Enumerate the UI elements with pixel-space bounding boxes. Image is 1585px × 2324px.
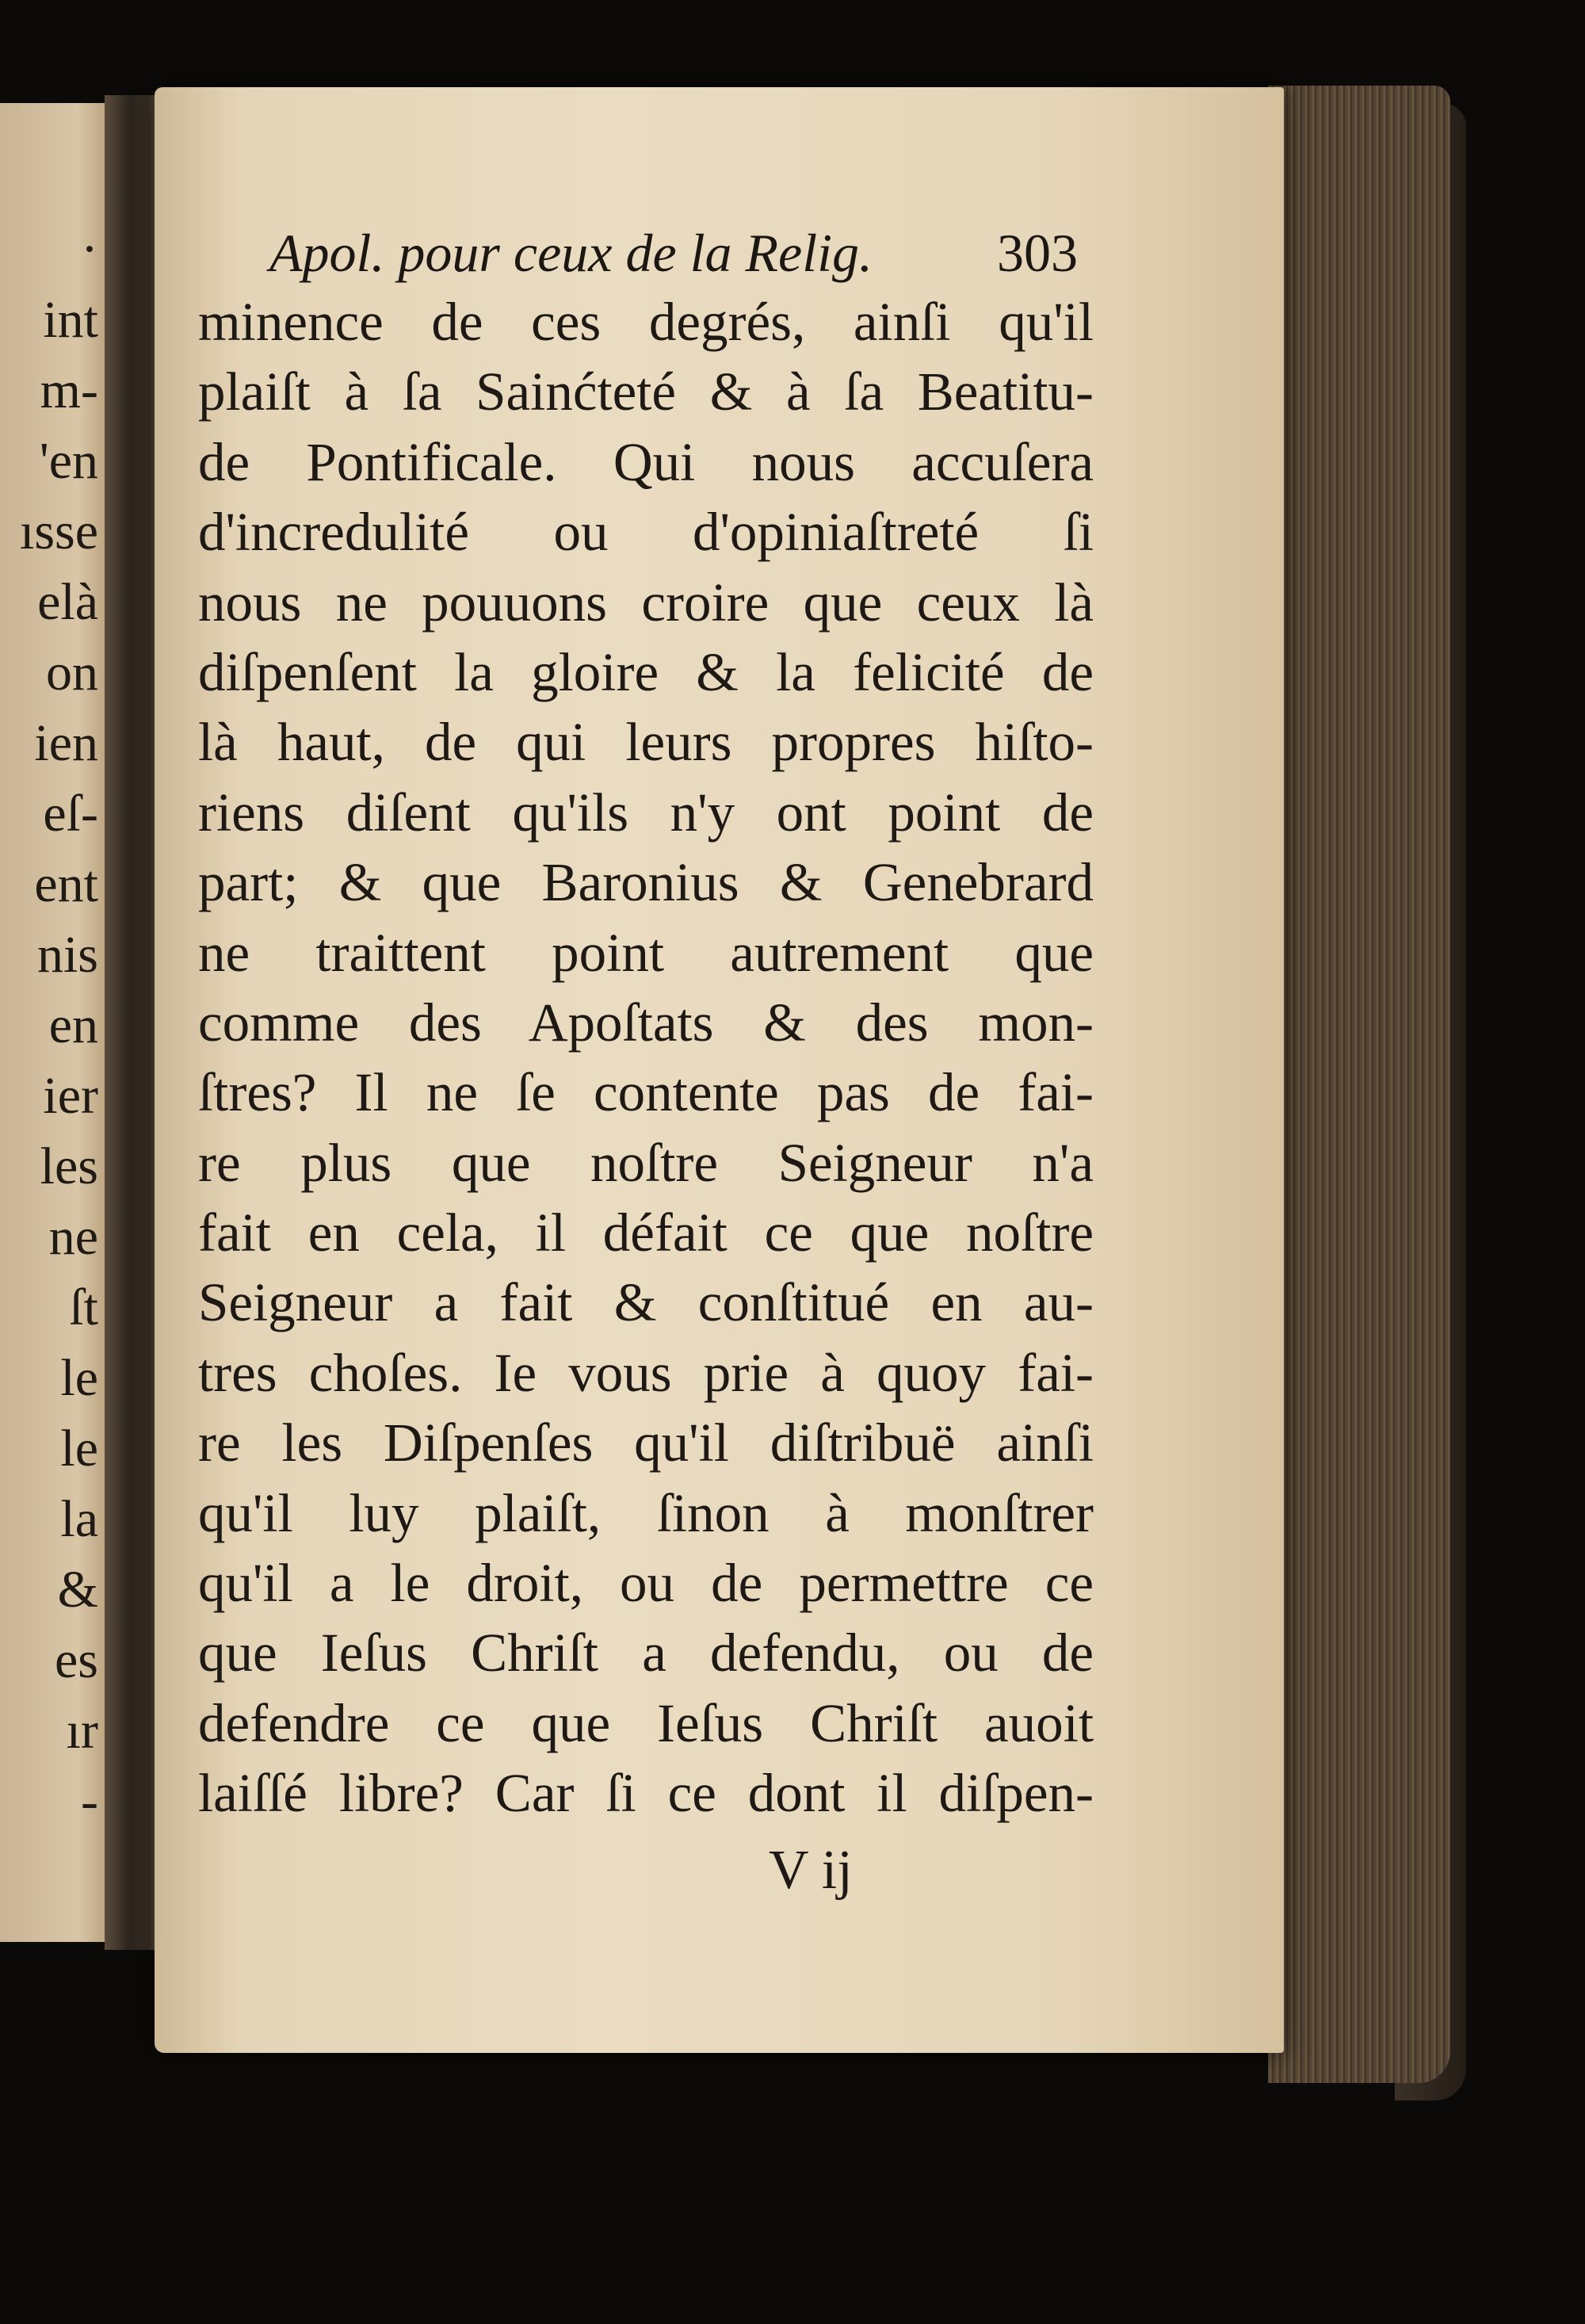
left-fragment: eſ- — [43, 785, 98, 843]
text-line: d'incredulité ou d'opiniaſtreté ſi — [198, 502, 1094, 563]
left-fragment: le — [60, 1420, 98, 1477]
running-head — [269, 222, 1078, 285]
text-line: nous ne pouuons croire que ceux là — [198, 571, 1094, 633]
running-head-title: Apol. pour ceux de la Relig. — [269, 223, 873, 283]
text-line: là haut, de qui leurs propres hiſto- — [198, 712, 1094, 773]
left-fragment: ısse — [20, 503, 98, 560]
text-line: qu'il a le droit, ou de permettre ce — [198, 1553, 1094, 1614]
left-fragment: · — [81, 220, 98, 278]
text-line: Seigneur a fait & conſtitué en au- — [198, 1272, 1094, 1333]
text-line: qu'il luy plaiſt, ſinon à monſtrer — [198, 1482, 1094, 1543]
text-line: plaiſt à ſa Sainćteté & à ſa Beatitu- — [198, 361, 1094, 422]
text-line: re plus que noſtre Seigneur n'a — [198, 1132, 1094, 1193]
left-fragment: ır — [66, 1702, 98, 1760]
left-page-text-fragments — [0, 214, 111, 1837]
left-fragment: ent — [34, 855, 98, 913]
left-fragment: m- — [40, 361, 98, 419]
left-fragment: en — [48, 996, 98, 1054]
left-fragment: les — [40, 1137, 98, 1195]
left-fragment: on — [46, 644, 98, 701]
text-line: de Pontificale. Qui nous accuſera — [198, 431, 1094, 492]
text-line: part; & que Baronius & Genebrard — [198, 852, 1094, 913]
text-line: ne traittent point autrement que — [198, 922, 1094, 983]
text-line: laiſſé libre? Car ſi ce dont il diſpen- — [198, 1763, 1094, 1824]
left-fragment: 'en — [39, 432, 98, 490]
page-edges — [1268, 86, 1450, 2083]
text-line: minence de ces degrés, ainſi qu'il — [198, 292, 1094, 352]
left-fragment: nis — [36, 926, 98, 984]
left-fragment: & — [57, 1561, 98, 1619]
text-line: ſtres? Il ne ſe contente pas de fai- — [198, 1062, 1094, 1123]
text-line: tres choſes. Ie vous prie à quoy fai- — [198, 1342, 1094, 1403]
text-line: riens diſent qu'ils n'y ont point de — [198, 782, 1094, 843]
left-fragment: elà — [37, 573, 98, 631]
left-fragment: ier — [43, 1067, 98, 1125]
text-line: re les Diſpenſes qu'il diſtribuë ainſi — [198, 1412, 1094, 1474]
left-fragment: la — [60, 1490, 98, 1548]
left-fragment: ne — [48, 1208, 98, 1266]
text-line: comme des Apoſtats & des mon- — [198, 992, 1094, 1053]
text-line: que Ieſus Chriſt a defendu, ou de — [198, 1623, 1094, 1684]
page-number: 303 — [997, 223, 1078, 283]
left-fragment: ſt — [69, 1279, 98, 1336]
left-fragment: int — [43, 291, 98, 349]
left-fragment: ien — [34, 714, 98, 772]
text-line: defendre ce que Ieſus Chriſt auoit — [198, 1692, 1094, 1753]
signature-mark: V ij — [769, 1840, 853, 1901]
left-fragment: - — [81, 1772, 98, 1830]
left-fragment: le — [60, 1349, 98, 1407]
left-fragment: es — [55, 1631, 98, 1689]
text-line: diſpenſent la gloire & la felicité de — [198, 641, 1094, 702]
text-line: fait en cela, il défait ce que noſtre — [198, 1202, 1094, 1263]
body-text — [198, 287, 1094, 1829]
